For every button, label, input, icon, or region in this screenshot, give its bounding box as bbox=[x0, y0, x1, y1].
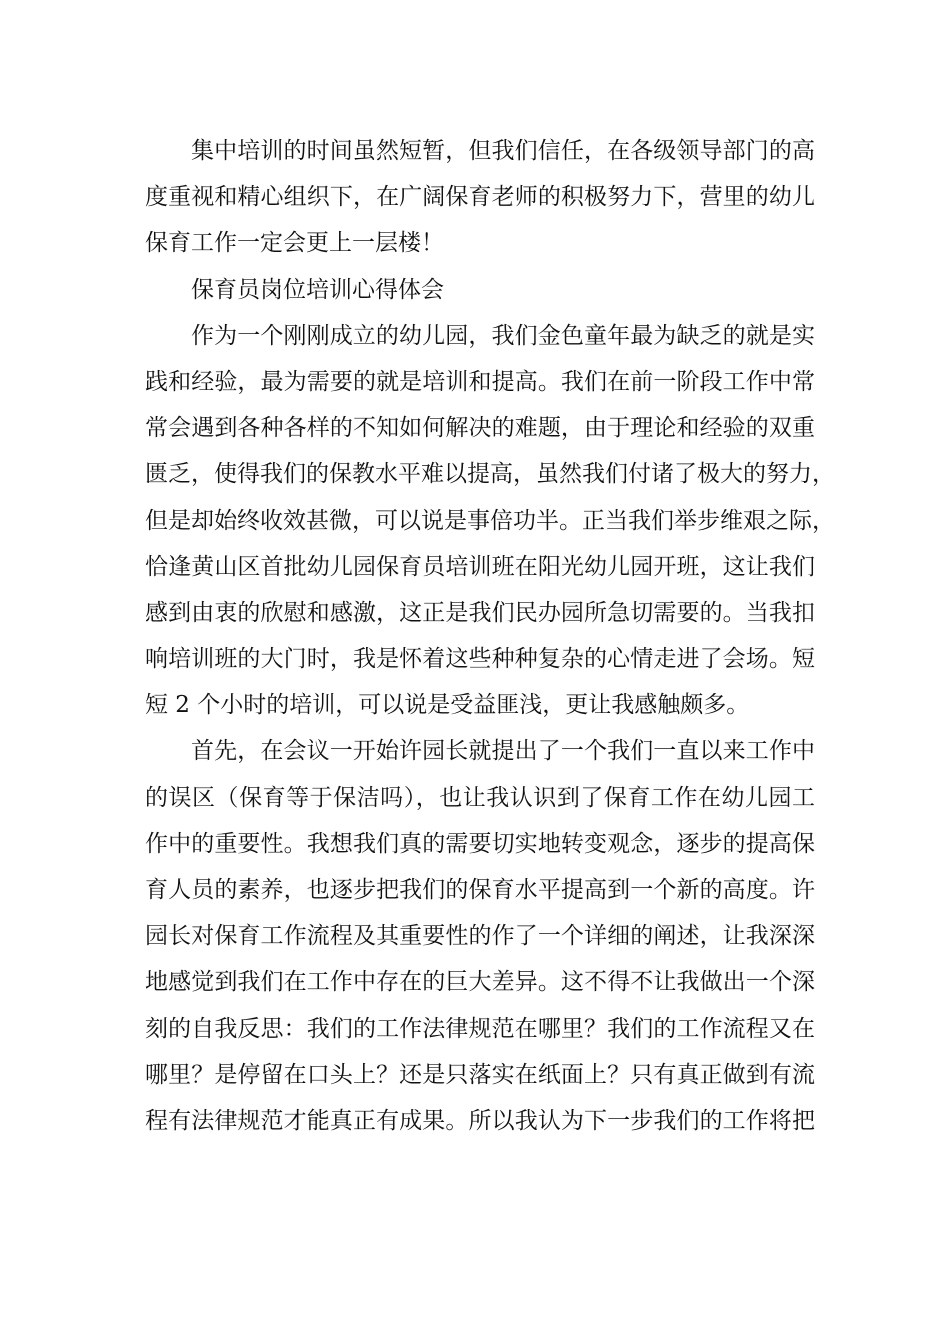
text-line: 地感觉到我们在工作中存在的巨大差异。这不得不让我做出一个深 bbox=[145, 969, 815, 996]
text-line: 短 2 个小时的培训，可以说是受益匪浅，更让我感触颇多。 bbox=[145, 692, 750, 719]
text-line: 感到由衷的欣慰和感激，这正是我们民办园所急切需要的。当我扣 bbox=[145, 599, 815, 626]
text-line: 践和经验，最为需要的就是培训和提高。我们在前一阶段工作中常 bbox=[145, 368, 815, 395]
text-line: 作为一个刚刚成立的幼儿园，我们金色童年最为缺乏的就是实 bbox=[191, 322, 815, 349]
text-line: 的误区（保育等于保洁吗），也让我认识到了保育工作在幼儿园工 bbox=[145, 784, 815, 811]
text-line: 首先，在会议一开始许园长就提出了一个我们一直以来工作中 bbox=[191, 738, 815, 765]
text-line: 集中培训的时间虽然短暂，但我们信任，在各级领导部门的高 bbox=[191, 138, 815, 164]
text-line: 恰逢黄山区首批幼儿园保育员培训班在阳光幼儿园开班，这让我们 bbox=[145, 553, 815, 580]
text-line: 程有法律规范才能真正有成果。所以我认为下一步我们的工作将把 bbox=[145, 1107, 815, 1134]
section-title bbox=[145, 267, 815, 313]
paragraph-intro bbox=[145, 128, 815, 267]
text-line: 保育工作一定会更上一层楼！ bbox=[145, 230, 444, 257]
text-line: 度重视和精心组织下，在广阔保育老师的积极努力下，营里的幼儿 bbox=[145, 184, 815, 211]
text-line: 作中的重要性。我想我们真的需要切实地转变观念，逐步的提高保 bbox=[145, 830, 815, 857]
paragraph-first-point bbox=[145, 728, 815, 1144]
text-line: 但是却始终收效甚微，可以说是事倍功半。正当我们举步维艰之际， bbox=[145, 507, 835, 534]
text-line: 刻的自我反思：我们的工作法律规范在哪里？我们的工作流程又在 bbox=[145, 1015, 815, 1042]
text-line: 响培训班的大门时，我是怀着这些种种复杂的心情走进了会场。短 bbox=[145, 646, 815, 673]
text-line: 园长对保育工作流程及其重要性的作了一个详细的阐述，让我深深 bbox=[145, 923, 815, 950]
document-body bbox=[145, 128, 835, 1144]
text-line: 育人员的素养，也逐步把我们的保育水平提高到一个新的高度。许 bbox=[145, 877, 815, 903]
title-line: 保育员岗位培训心得体会 bbox=[191, 276, 444, 303]
text-line: 匮乏，使得我们的保教水平难以提高，虽然我们付诸了极大的努力， bbox=[145, 461, 835, 488]
text-line: 常会遇到各种各样的不知如何解决的难题，由于理论和经验的双重 bbox=[145, 415, 815, 442]
text-line: 哪里？是停留在口头上？还是只落实在纸面上？只有真正做到有流 bbox=[145, 1061, 815, 1088]
paragraph-background bbox=[145, 313, 835, 729]
